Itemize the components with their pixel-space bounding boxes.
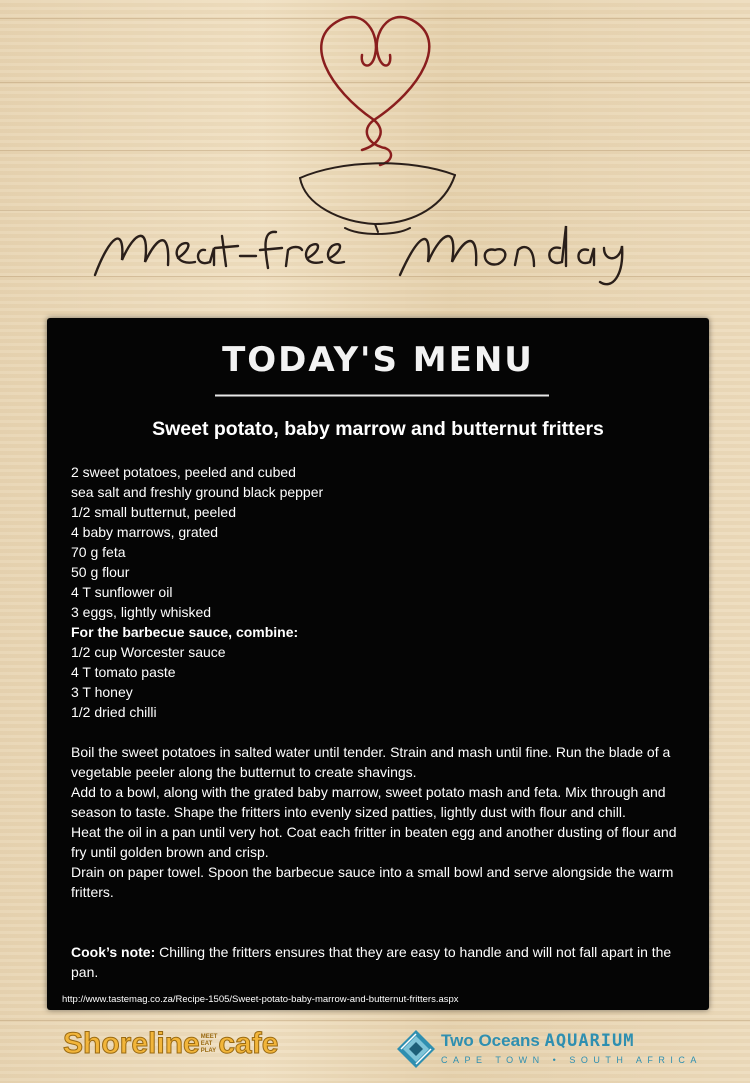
sauce-subheading: For the barbecue sauce, combine:	[71, 624, 299, 640]
aquarium-name-prefix: Two Oceans	[441, 1031, 540, 1050]
ingredient-item: 1/2 dried chilli	[71, 704, 157, 720]
recipe-title: Sweet potato, baby marrow and butternut fritters	[152, 418, 604, 440]
ingredient-item: 4 T sunflower oil	[71, 584, 173, 600]
method-section	[71, 742, 686, 902]
two-oceans-aquarium-logo	[395, 1025, 702, 1073]
meat-free-monday-script	[95, 226, 622, 284]
ingredient-list	[71, 462, 691, 722]
aquarium-name-suffix: AQUARIUM	[544, 1031, 635, 1051]
shoreline-cafe-logo	[63, 1027, 278, 1067]
shoreline-tagline	[201, 1034, 218, 1055]
method-step: Add to a bowl, along with the grated baby marrow, sweet potato mash and feta. Mix through and season to taste. Shape the fritters into evenly sized patties, lightly dust with flour and chill.	[71, 784, 666, 820]
tagline-play: PLAY	[200, 1047, 217, 1054]
bowl-icon	[300, 163, 455, 234]
heart-steam-icon	[321, 17, 429, 165]
ingredient-item: 4 T tomato paste	[71, 664, 176, 680]
ingredient-item: sea salt and freshly ground black pepper	[71, 484, 324, 500]
ingredient-item: 70 g feta	[71, 544, 126, 560]
ingredient-item: 4 baby marrows, grated	[71, 524, 219, 540]
cafe-word: cafe	[218, 1027, 279, 1060]
ingredient-item: 50 g flour	[71, 564, 130, 580]
tagline-eat: EAT	[200, 1040, 213, 1047]
aquarium-name	[441, 1031, 635, 1051]
menu-title: TODAY'S MENU	[222, 340, 534, 380]
cooks-note	[71, 942, 686, 982]
cooks-note-label: Cook’s note:	[71, 944, 156, 960]
method-step: Boil the sweet potatoes in salted water until tender. Strain and mash until fine. Run the blade of a vegetable peeler along the butternut to create shavings.	[71, 744, 671, 780]
ingredient-item: 2 sweet potatoes, peeled and cubed	[71, 464, 296, 480]
method-step: Drain on paper towel. Spoon the barbecue sauce into a small bowl and serve alongside the warm fritters.	[71, 864, 674, 900]
meat-free-monday-logo	[0, 0, 750, 300]
aquarium-emblem-icon	[395, 1028, 437, 1070]
chalkboard-menu	[47, 318, 709, 1010]
ingredient-item: 1/2 small butternut, peeled	[71, 504, 236, 520]
wood-grain	[0, 1020, 750, 1021]
shoreline-word: Shoreline	[63, 1027, 200, 1060]
ingredient-item: 3 T honey	[71, 684, 133, 700]
ingredient-item: 1/2 cup Worcester sauce	[71, 644, 226, 660]
cooks-note-text: Chilling the fritters ensures that they are easy to handle and will not fall apart in the pan.	[71, 944, 672, 980]
ingredient-item: 3 eggs, lightly whisked	[71, 604, 212, 620]
method-step: Heat the oil in a pan until very hot. Coat each fritter in beaten egg and another dusting of flour and fry until golden brown and crisp.	[71, 824, 677, 860]
source-url: http://www.tastemag.co.za/Recipe-1505/Sweet-potato-baby-marrow-and-butternut-fritters.aspx	[62, 994, 459, 1005]
aquarium-location: CAPE TOWN • SOUTH AFRICA	[441, 1055, 702, 1065]
tagline-meet: MEET	[200, 1033, 218, 1040]
menu-title-underline	[215, 394, 549, 397]
